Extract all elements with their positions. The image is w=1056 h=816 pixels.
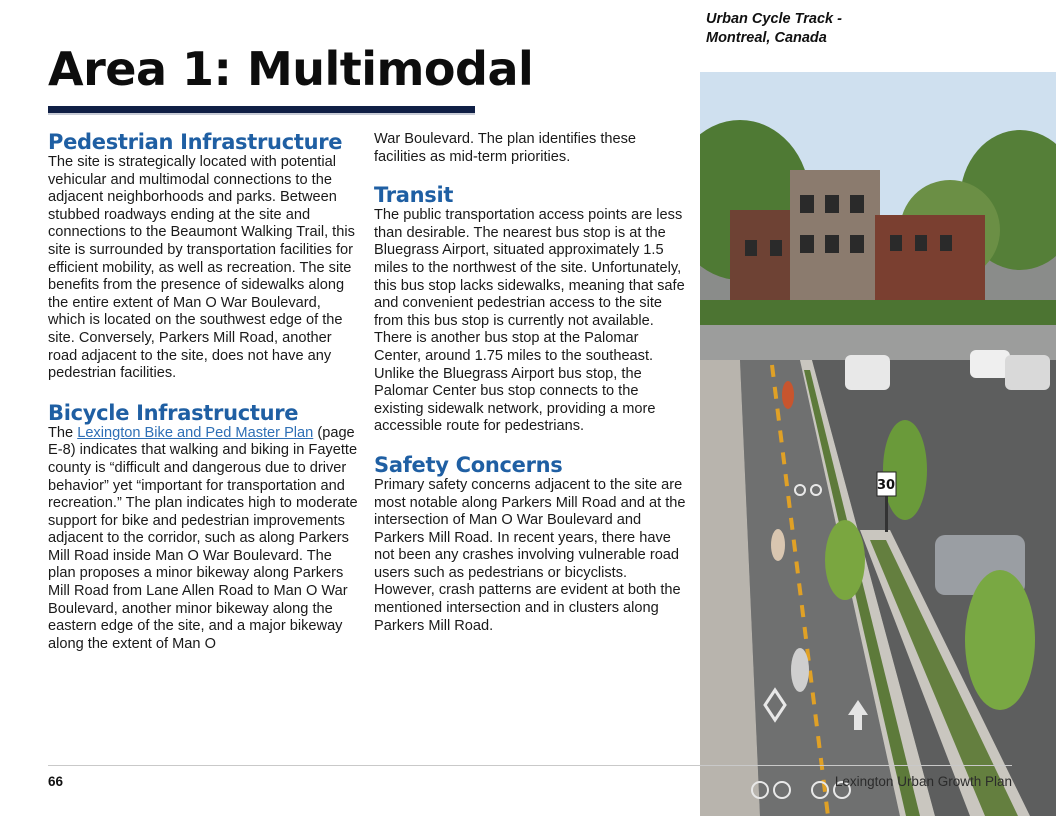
bicycle-heading: Bicycle Infrastructure: [48, 400, 299, 425]
photo-caption: Urban Cycle Track - Montreal, Canada: [706, 11, 842, 46]
pedestrian-body: The site is strategically located with potential vehicular and multimodal connections to the adjacent neighborhoods and parks. Between stubbed roadways ending at the site and connections to the Beaumont Walking Trail, this site is surrounded by transportation facilities for efficient mobility, as well as recreation. The site benefits from the presence of sidewalks along the entire extent of Man O War Boulevard, which is located on the southwest edge of the site. Conversely, Parkers Mill Road, another road adjacent to the site, does not have any pedestrian facilities.: [48, 154, 355, 382]
transit-body: The public transportation access points are less than desirable. The nearest bus stop is at the Bluegrass Airport, situated approximately 1.5 miles to the northwest of the site. Unfortunately, this bus stop lacks sidewalks, meaning that safe and convenient pedestrian access to the site from this bus stop is currently not available. There is another bus stop at the Palomar Center, around 1.75 miles to the southeast. Unlike the Bluegrass Airport bus stop, the Palomar Center bus stop connects to the existing sidewalk network, providing a more accessible route for pedestrians.: [374, 207, 685, 435]
bicycle-body-prefix: The: [48, 424, 78, 441]
title-underline: [48, 106, 475, 115]
speed-limit-sign: 30: [876, 478, 896, 493]
bike-ped-master-plan-link[interactable]: Lexington Bike and Ped Master Plan: [77, 424, 314, 441]
bicycle-body: [48, 425, 360, 654]
footer-divider: [48, 765, 1012, 766]
pedestrian-heading: Pedestrian Infrastructure: [48, 130, 343, 154]
safety-heading: Safety Concerns: [374, 452, 563, 477]
page-title: Area 1: Multimodal: [48, 42, 534, 96]
bicycle-body-continuation: War Boulevard. The plan identifies these facilities as mid-term priorities.: [374, 131, 637, 165]
middle-column: [374, 131, 688, 635]
document-name: Lexington Urban Growth Plan: [834, 774, 1012, 789]
transit-heading: Transit: [374, 183, 454, 208]
bicycle-body-suffix: (page E-8) indicates that walking and biking in Fayette county is “difficult and dangerous due to driver behavior” yet “important for transportation and recreation.” The plan indicates high to moderate support for bike and pedestrian improvements adjacent to the corridor, such as along Parkers Mill Road inside Man O War Boulevard. The plan proposes a minor bikeway along Parkers Mill Road from Lane Allen Road to Man O War Boulevard, another minor bikeway along the eastern edge of the site, and a major bikeway along the extent of Man O: [48, 424, 358, 652]
page-number: 66: [48, 774, 64, 789]
left-column: [48, 130, 360, 653]
cycle-track-photo: [700, 0, 1056, 816]
safety-body: Primary safety concerns adjacent to the site are most notable along Parkers Mill Road and at the intersection of Man O War Boulevard and Parkers Mill Road. In recent years, there have not been any crashes involving vulnerable road users such as pedestrians or bicyclists. However, crash patterns are evident at both the mentioned intersection and in clusters along Parkers Mill Road.: [374, 476, 686, 634]
